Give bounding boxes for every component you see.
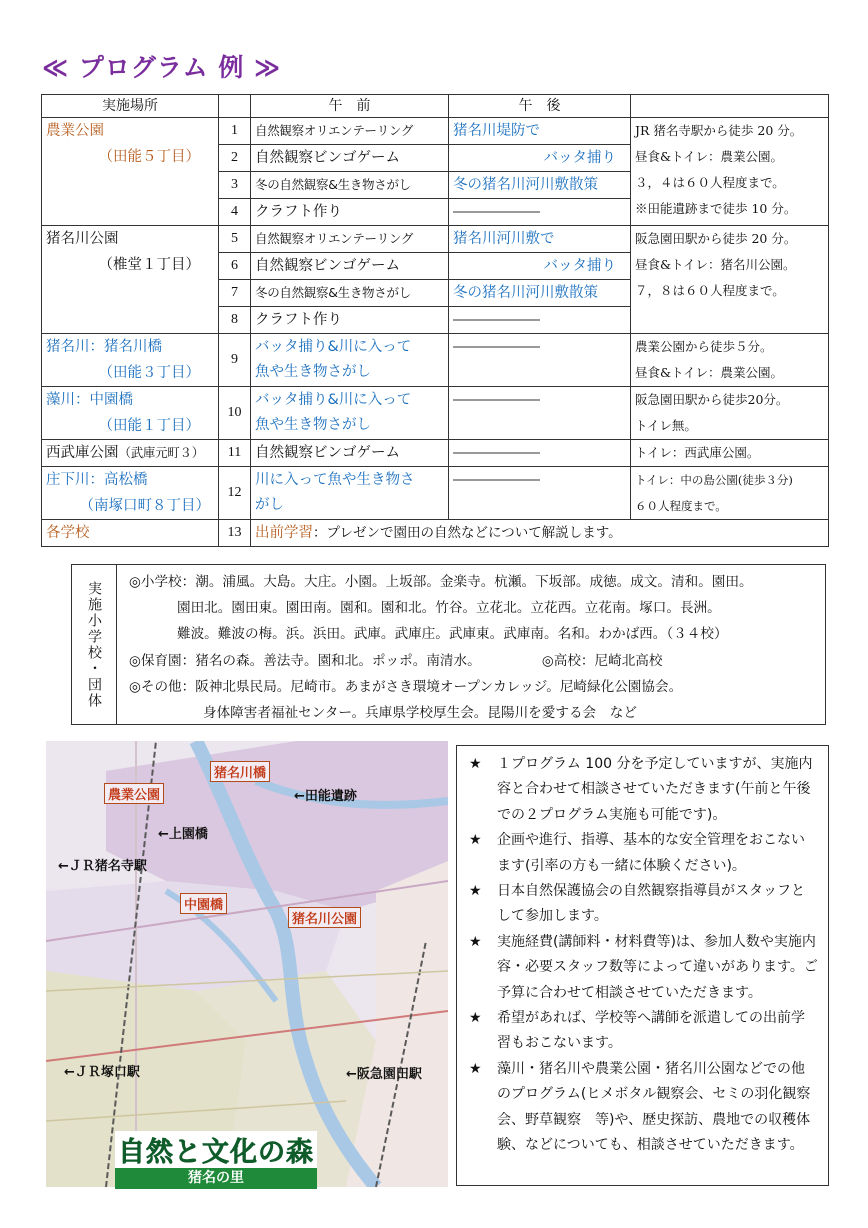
note-cell xyxy=(631,467,829,520)
star-icon: ★ xyxy=(469,832,482,849)
place-cell xyxy=(42,118,219,226)
map-label-inagawa-park: 猪名川公園 xyxy=(288,907,361,928)
am-program-line: 川に入って魚や生き物さ xyxy=(255,472,415,488)
pm-program: ―――――― xyxy=(449,387,631,440)
place-name: 猪名川：猪名川橋 xyxy=(46,339,162,355)
row-number: 10 xyxy=(219,387,251,440)
row-number: 13 xyxy=(219,520,251,547)
am-program xyxy=(251,467,449,520)
note-line: 阪急園田駅から徒歩20分。 xyxy=(635,392,789,407)
table-row xyxy=(42,334,829,387)
program-table xyxy=(41,94,829,547)
area-map xyxy=(46,741,448,1187)
place-address: （南塚口町８丁目） xyxy=(79,498,210,514)
map-label-jr-inadera: ←ＪＲ猪名寺駅 xyxy=(58,859,147,874)
am-program: 自然観察ビンゴゲーム xyxy=(251,145,449,172)
program-text: ：プレゼンで園田の自然などについて解説します。 xyxy=(313,525,622,541)
place-address: （椎堂１丁目） xyxy=(98,257,200,273)
note-line: 昼食&トイレ：猪名川公園。 xyxy=(635,257,796,272)
info-text: 実施経費(講師料・材料費等)は、参加人数や実施内容・必要スタッフ数等によって違いがあります。ご予算に合わせて相談させていただきます。 xyxy=(497,933,818,1001)
place-address: （武庫元町３） xyxy=(118,445,204,460)
place-cell xyxy=(42,520,219,547)
place-name: 庄下川：高松橋 xyxy=(46,472,148,488)
star-icon: ★ xyxy=(469,933,482,950)
schools-label xyxy=(72,565,117,724)
header-am: 午 前 xyxy=(251,95,449,118)
am-program: 自然観察ビンゴゲーム xyxy=(251,253,449,280)
info-text: １プログラム 100 分を予定していますが、実施内容と合わせて相談させていただきます(午前と午後での２プログラム実施も可能です)。 xyxy=(497,756,813,823)
info-box xyxy=(456,745,829,1186)
table-row xyxy=(42,440,829,467)
pm-program: バッタ捕り xyxy=(449,253,631,280)
place-address: （田能１丁目） xyxy=(98,418,200,434)
page-title: ≪ プログラム 例 ≫ xyxy=(42,53,282,82)
note-line: トイレ：中の島公園(徒歩３分) xyxy=(635,473,793,487)
info-text: 藻川・猪名川や農業公園・猪名川公園などでの他のプログラム(ヒメボタル観察会、セミの羽化観察会、野草観察 等)や、歴史探訪、農地での収穫体験、などについても、相談させていただきます。 xyxy=(497,1060,811,1154)
map-label-tano-iseki-text: 田能遺跡 xyxy=(304,789,357,804)
schools-list xyxy=(117,565,825,724)
am-program-line: 魚や生き物さがし xyxy=(255,417,371,433)
forest-logo xyxy=(115,1131,317,1189)
row-number: 1 xyxy=(219,118,251,145)
star-icon: ★ xyxy=(469,1010,482,1027)
note-cell xyxy=(631,334,829,387)
pm-program: ―――――― xyxy=(449,334,631,387)
map-label-nogyo: 農業公園 xyxy=(104,783,164,804)
map-label-kamizono: ←上園橋 xyxy=(158,827,208,842)
am-program: 自然観察オリエンテーリング xyxy=(251,118,449,145)
map-label-jr-tsukaguchi-text: ＪＲ塚口駅 xyxy=(74,1065,140,1080)
row-number: 3 xyxy=(219,172,251,199)
am-program: クラフト作り xyxy=(251,307,449,334)
note-line: 昼食&トイレ：農業公園。 xyxy=(635,149,784,164)
note-line: ６０人程度まで。 xyxy=(635,499,727,513)
star-icon: ★ xyxy=(469,1060,482,1077)
schools-label-text: 実施小学校・団体 xyxy=(86,580,102,709)
table-header-row xyxy=(42,95,829,118)
info-item xyxy=(469,1006,818,1057)
schools-line: 身体障害者福祉センター。兵庫県学校厚生会。昆陽川を愛する会 など xyxy=(203,705,637,722)
am-program-line: バッタ捕り&川に入って xyxy=(255,339,412,355)
info-item xyxy=(469,930,818,1006)
info-item xyxy=(469,1057,818,1159)
row-number: 6 xyxy=(219,253,251,280)
place-name: 農業公園 xyxy=(46,123,104,139)
note-line: ３，４は６０人程度まで。 xyxy=(635,175,785,190)
info-text: 日本自然保護協会の自然観察指導員がスタッフとして参加します。 xyxy=(497,883,805,925)
map-label-kamizono-text: 上園橋 xyxy=(168,827,208,842)
place-cell xyxy=(42,467,219,520)
note-line: トイレ無。 xyxy=(635,418,697,433)
map-label-inagawabashi: 猪名川橋 xyxy=(210,761,270,782)
pm-program: ―――――― xyxy=(449,440,631,467)
table-row xyxy=(42,520,829,547)
note-line: 昼食&トイレ：農業公園。 xyxy=(635,365,784,380)
note-line: トイレ：西武庫公園。 xyxy=(635,445,760,460)
info-item xyxy=(469,879,818,930)
header-num xyxy=(219,95,251,118)
note-line: ※田能遺跡まで徒歩 10 分。 xyxy=(635,201,797,216)
pm-program: 猪名川河川敷で xyxy=(449,226,631,253)
note-line: 阪急園田駅から徒歩 20 分。 xyxy=(635,231,797,246)
table-row xyxy=(42,118,829,145)
place-name: 西武庫公園 xyxy=(46,445,119,461)
note-cell xyxy=(631,387,829,440)
star-icon: ★ xyxy=(469,883,482,900)
pm-program: ―――――― xyxy=(449,199,631,226)
map-label-jr-inadera-text: ＪＲ猪名寺駅 xyxy=(68,859,147,874)
place-address: （田能５丁目） xyxy=(98,149,200,165)
table-row xyxy=(42,387,829,440)
am-program-line: 魚や生き物さがし xyxy=(255,364,371,380)
schools-line: ◎小学校：潮。浦風。大島。大庄。小園。上坂部。金楽寺。杭瀬。下坂部。成徳。成文。清和。園田。 xyxy=(129,574,753,590)
row-number: 5 xyxy=(219,226,251,253)
row-number: 8 xyxy=(219,307,251,334)
pm-program: 冬の猪名川河川敷散策 xyxy=(449,172,631,199)
row-number: 4 xyxy=(219,199,251,226)
note-cell xyxy=(631,118,829,226)
pm-program: 猪名川堤防で xyxy=(449,118,631,145)
note-cell xyxy=(631,440,829,467)
am-program: 冬の自然観察&生き物さがし xyxy=(251,280,449,307)
row-number: 7 xyxy=(219,280,251,307)
pm-program: ―――――― xyxy=(449,307,631,334)
am-program: クラフト作り xyxy=(251,199,449,226)
am-program: 自然観察オリエンテーリング xyxy=(251,226,449,253)
place-name: 各学校 xyxy=(46,525,90,541)
note-line: 農業公園から徒歩５分。 xyxy=(635,339,773,354)
row-number: 11 xyxy=(219,440,251,467)
note-line: JR 猪名寺駅から徒歩 20 分。 xyxy=(635,123,803,138)
info-text: 企画や進行、指導、基本的な安全管理をおこないます(引率の方も一緒に体験ください)。 xyxy=(497,832,805,874)
schools-line: 園田北。園田東。園田南。園和。園和北。竹谷。立花北。立花西。立花南。塚口。長洲。 xyxy=(177,600,721,617)
place-cell xyxy=(42,440,219,467)
logo-subtitle: 猪名の里 xyxy=(115,1168,317,1189)
header-pm: 午 後 xyxy=(449,95,631,118)
schools-line: ◎保育園：猪名の森。善法寺。園和北。ポッポ。南清水。 ◎高校：尼崎北高校 xyxy=(129,652,663,669)
place-address: （田能３丁目） xyxy=(98,365,200,381)
place-cell xyxy=(42,334,219,387)
am-program: 自然観察ビンゴゲーム xyxy=(251,440,449,467)
map-label-nakazono: 中園橋 xyxy=(180,893,227,914)
note-line: ７，８は６０人程度まで。 xyxy=(635,283,785,298)
place-cell xyxy=(42,226,219,334)
note-cell xyxy=(631,226,829,334)
place-name: 藻川：中園橋 xyxy=(46,392,133,408)
pm-program: 冬の猪名川河川敷散策 xyxy=(449,280,631,307)
schools-line: ◎その他：阪神北県民局。尼崎市。あまがさき環境オープンカレッジ。尼崎緑化公園協会。 xyxy=(129,678,683,695)
am-program-line: がし xyxy=(255,497,284,513)
program-label: 出前学習 xyxy=(255,525,313,541)
pm-program: バッタ捕り xyxy=(449,145,631,172)
map-graphic xyxy=(46,741,448,1187)
map-label-hankyu-sonoda-text: 阪急園田駅 xyxy=(356,1067,422,1082)
table-row xyxy=(42,226,829,253)
am-program xyxy=(251,334,449,387)
logo-title: 自然と文化の森 xyxy=(115,1131,317,1168)
am-program: 冬の自然観察&生き物さがし xyxy=(251,172,449,199)
place-name: 猪名川公園 xyxy=(46,231,119,247)
am-program xyxy=(251,520,829,547)
map-label-jr-tsukaguchi: ←ＪＲ塚口駅 xyxy=(64,1065,140,1080)
header-note xyxy=(631,95,829,118)
am-program-line: バッタ捕り&川に入って xyxy=(255,392,412,408)
info-text: 希望があれば、学校等へ講師を派遣しての出前学習もおこないます。 xyxy=(497,1010,805,1052)
pm-program: ―――――― xyxy=(449,467,631,520)
info-item xyxy=(469,828,818,879)
row-number: 2 xyxy=(219,145,251,172)
info-item xyxy=(469,752,818,828)
schools-line: 難波。難波の梅。浜。浜田。武庫。武庫庄。武庫東。武庫南。名和。わかば西。（３４校） xyxy=(177,626,728,643)
map-label-hankyu-sonoda: ←阪急園田駅 xyxy=(346,1067,422,1082)
table-row xyxy=(42,467,829,520)
row-number: 9 xyxy=(219,334,251,387)
row-number: 12 xyxy=(219,467,251,520)
map-label-tano-iseki: ←田能遺跡 xyxy=(294,789,357,804)
star-icon: ★ xyxy=(469,756,482,772)
place-cell xyxy=(42,387,219,440)
am-program xyxy=(251,387,449,440)
header-place: 実施場所 xyxy=(42,95,219,118)
schools-box xyxy=(71,564,826,725)
